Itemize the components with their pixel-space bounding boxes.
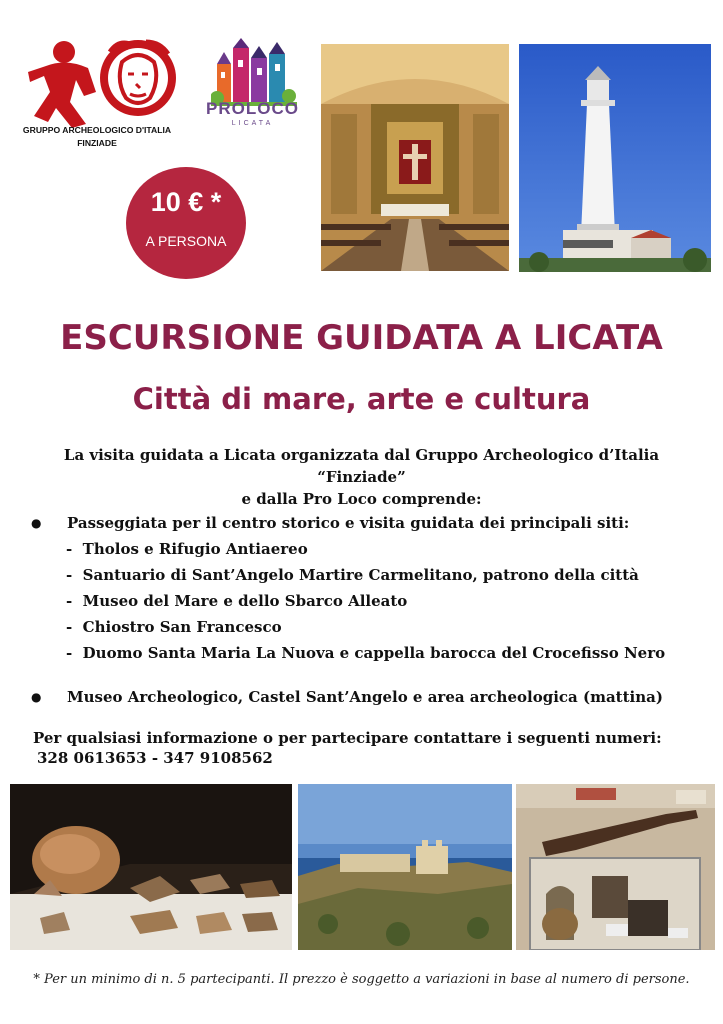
proloco-towers-icon [211, 38, 297, 108]
caption-line-1: GRUPPO ARCHEOLOGICO D'ITALIA [22, 125, 172, 135]
proloco-brand: PROLOCO [206, 99, 299, 118]
site-name: Tholos e Rifugio Antiaereo [82, 540, 308, 558]
price-amount: 10 € * [150, 187, 222, 217]
castle-photo [298, 784, 512, 950]
site-list-item: - Museo del Mare e dello Sbarco Alleato [66, 592, 408, 610]
site-name: Santuario di Sant’Angelo Martire Carmelitano, patrono della città [82, 566, 639, 584]
contact-text: Per qualsiasi informazione o per partecipare contattare i seguenti numeri: [33, 729, 662, 747]
site-list-item: - Santuario di Sant’Angelo Martire Carmelitano, patrono della città [66, 566, 639, 584]
site-list-item: - Chiostro San Francesco [66, 618, 282, 636]
price-unit: A PERSONA [145, 233, 227, 249]
church-interior-photo [321, 44, 509, 271]
site-list-item: - Duomo Santa Maria La Nuova e cappella barocca del Crocefisso Nero [66, 644, 666, 662]
page-subtitle: Città di mare, arte e cultura [132, 382, 591, 416]
war-museum-display-photo [516, 784, 715, 950]
footnote: * Per un minimo di n. 5 partecipanti. Il prezzo è soggetto a variazioni in base al numero di persone. [33, 972, 690, 987]
caption-line-2: FINZIADE [77, 138, 117, 148]
contact-phones: 328 0613653 - 347 9108562 [37, 749, 273, 767]
intro-line-1: La visita guidata a Licata organizzata dal Gruppo Archeologico d’Italia “Finziade” [63, 446, 660, 486]
site-name: Museo del Mare e dello Sbarco Alleato [82, 592, 408, 610]
site-list-item: - Tholos e Rifugio Antiaereo [66, 540, 308, 558]
program-bullet-text: Passeggiata per il centro storico e visita guidata dei principali siti: [67, 514, 630, 532]
price-badge [126, 167, 246, 279]
intro-line-2: e dalla Pro Loco comprende: [241, 490, 482, 508]
site-name: Chiostro San Francesco [82, 618, 282, 636]
gruppo-archeologico-caption [18, 124, 176, 150]
program-bullet-text: Museo Archeologico, Castel Sant’Angelo e area archeologica (mattina) [67, 688, 663, 706]
proloco-city: LICATA [231, 120, 274, 127]
lighthouse-photo [519, 44, 711, 272]
intro-paragraph [20, 444, 703, 510]
bullet-icon: ● [31, 690, 42, 704]
page-title: ESCURSIONE GUIDATA A LICATA [60, 318, 663, 358]
finziade-emblem-icon [26, 32, 176, 132]
bullet-icon: ● [31, 516, 42, 530]
gruppo-archeologico-logo [18, 30, 176, 160]
site-name: Duomo Santa Maria La Nuova e cappella barocca del Crocefisso Nero [82, 644, 666, 662]
museum-artifacts-photo [10, 784, 292, 950]
proloco-logo [205, 38, 305, 138]
